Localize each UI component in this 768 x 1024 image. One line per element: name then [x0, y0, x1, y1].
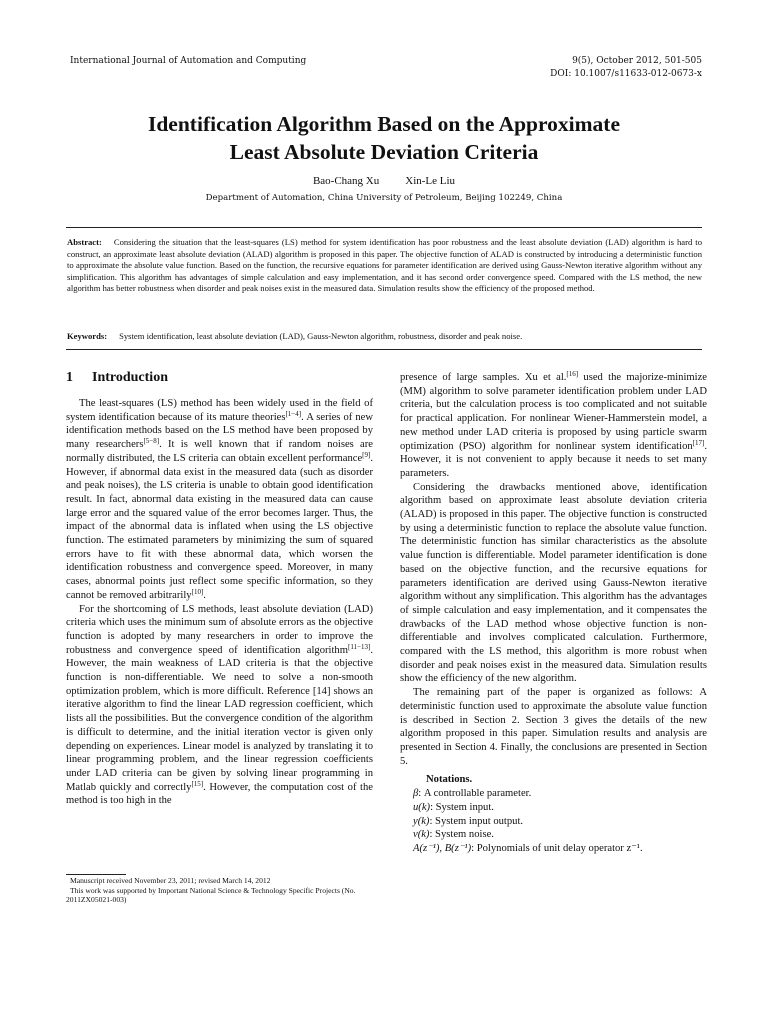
- author-name: Bao-Chang Xu: [312, 175, 380, 187]
- journal-name: International Journal of Automation and Computing: [70, 56, 307, 66]
- author-list: [60, 175, 708, 187]
- issue-info: [550, 55, 702, 81]
- author-name: Xin-Le Liu: [405, 175, 456, 187]
- abstract-text: Considering the situation that the least-squares (LS) method for system identification has poor robustness and the least absolute deviation (LAD) algorithm is hard to construct, an approximate least absolute deviation (ALAD) algorithm is proposed in this paper. The objective function of ALAD is constructed by introducing a deterministic function to approximate the absolute value function. Based on the function, the recursive equations for parameter identification are derived using Gauss-Newton iterative algorithm without any simplification. This algorithm has advantages of simple calculation and easy implementation, and it has second order convergence speed. Compared with the LS method, the new algorithm has better robustness when disorder and peak noises exist in the measured data. Simulation results show the efficiency of the proposed method.: [67, 237, 702, 294]
- title-line-2: Least Absolute Deviation Criteria: [229, 140, 539, 164]
- citation: [17]: [692, 438, 705, 447]
- abstract-block: [67, 237, 702, 295]
- citation: [9]: [362, 450, 371, 459]
- citation: [16]: [566, 370, 579, 378]
- doi-line: DOI: 10.1007/s11633-012-0673-x: [550, 69, 702, 79]
- keywords-label: Keywords:: [67, 331, 108, 341]
- citation: [11−13]: [347, 642, 371, 651]
- citation: [10]: [191, 587, 204, 596]
- footnote: Manuscript received November 23, 2011; revised March 14, 2012: [70, 876, 271, 885]
- paper-title: [60, 110, 708, 166]
- abstract-label: Abstract:: [67, 237, 102, 247]
- section-number: 1: [66, 370, 73, 385]
- footnotes: [66, 876, 376, 905]
- footnote-divider: [66, 874, 126, 875]
- citation: [1−4]: [285, 409, 302, 418]
- notation-item: A(z⁻¹), B(z⁻¹): Polynomials of unit delay operator z⁻¹.: [413, 842, 643, 854]
- paragraph: For the shortcoming of LS methods, least absolute deviation (LAD) criteria which uses the minimum sum of absolute errors as the objective function is adopted by many researchers in order to improve the robustness and convergence speed of identification algorithm[11−13]. However, the main weakness of LAD criteria is that the objective function is non-differentiable. We need to solve a non-smooth optimization problem, which is more difficult. Reference [14] shows an iterative algorithm to find the linear LAD regression coefficient, which lists all the possibilities. But the convergence condition of the algorithm is difficult to determine, and the initial iteration vector is given only depending on experiences. Linear model is analyzed by translating it to linear programming problem, and the linear regression coefficients under LAD criteria can be given by solving linear programming in Matlab quickly and correctly[15]. However, the computation cost of the method is too high in the: [66, 603, 373, 807]
- notation-item: u(k): System input.: [413, 801, 494, 813]
- paragraph: Considering the drawbacks mentioned above, identification algorithm based on approximate least absolute deviation criteria (ALAD) is proposed in this paper. The objective function is constructed by using a deterministic function to replace the absolute value function. The deterministic function has similar characteristics as the absolute value function is differentiable. Model parameter identification is done based on the objective function, and the recursive equations for parameters identification are derived using Gauss-Newton iterative algorithm without any simplification. This algorithm has the advantages of simple calculation and easy implementation, and it compensates the drawbacks of the LAD method whose objective function is non-differentiable and involves complicated calculation. Furthermore, compared with the LS method, this algorithm is more robust when disorder and peak noises exist in the measured data. Simulation results show the efficiency of the new algorithm.: [400, 481, 707, 685]
- divider: [66, 227, 702, 228]
- title-line-1: Identification Algorithm Based on the Approximate: [147, 112, 621, 136]
- paragraph: The least-squares (LS) method has been widely used in the field of system identification because of its mature theories[1−4]. A series of new identification methods based on the LS method have been proposed by many researchers[5−8]. It is well known that if random noises are normally distributed, the LS criteria can obtain excellent performance[9]. However, if abnormal data exist in the measured data (such as disorder and peak noises), the LS criteria is unable to obtain good identification result. In fact, abnormal data existing in the measured data can cause large error and the squared value of the error becomes larger. Thus, the impact of the abnormal data is inflated when using the LS objective function. The estimated parameters by minimizing the sum of squared errors have to fit with these abnormal data, which worsen the identification robustness and convergence speed. Moreover, in many cases, abnormal points just reflect some specific information, so they cannot be removed arbitrarily[10].: [66, 398, 373, 601]
- paragraph: presence of large samples. Xu et al.[16] used the majorize-minimize (MM) algorithm to solve parameter identification problem under LAD criteria, but the calculation process is too complicated and not suitable for practical application. For nonlinear Wiener-Hammerstein model, a new method under LAD criteria is proposed by using particle swarm optimization (PSO) algorithm for nonlinear system identification[17]. However, it is not convenient to apply because it needs to set many parameters.: [400, 370, 707, 479]
- issue-line: 9(5), October 2012, 501-505: [572, 56, 702, 66]
- right-column: [400, 371, 707, 856]
- keywords-block: [67, 331, 702, 343]
- section-title: Introduction: [92, 370, 168, 385]
- notation-item: v(k): System noise.: [413, 829, 494, 841]
- notation-item: β: A controllable parameter.: [413, 788, 532, 800]
- citation: [5−8]: [143, 437, 160, 446]
- affiliation: Department of Automation, China University of Petroleum, Beijing 102249, China: [205, 193, 563, 203]
- citation: [15]: [191, 779, 204, 788]
- left-column: [66, 397, 373, 808]
- section-heading: [66, 370, 168, 386]
- divider: [66, 349, 702, 350]
- footnote: This work was supported by Important National Science & Technology Specific Projects (No. 2011ZX05021-003): [66, 885, 356, 905]
- paragraph: The remaining part of the paper is organized as follows: A deterministic function used to approximate the absolute value function is described in Section 2. Section 3 gives the details of the new algorithm proposed in this paper. Simulation results and analysis are presented in Section 4. Finally, the conclusions are presented in Section 5.: [400, 687, 707, 767]
- notation-item: y(k): System input output.: [413, 815, 524, 827]
- keywords-text: System identification, least absolute deviation (LAD), Gauss-Newton algorithm, robustness, disorder and peak noise.: [119, 331, 523, 341]
- notations-heading: Notations.: [426, 774, 473, 786]
